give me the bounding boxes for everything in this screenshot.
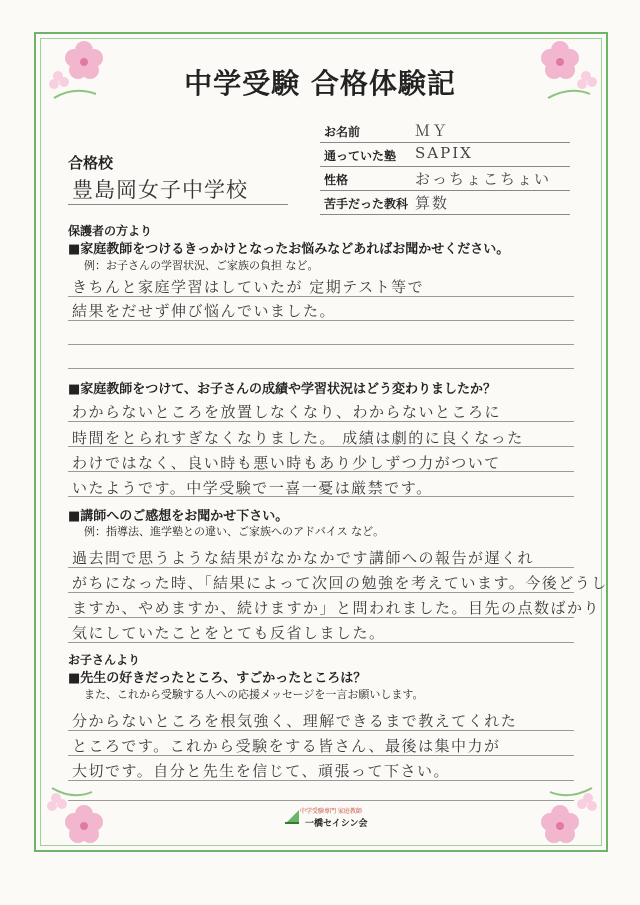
- cram-school-label: 通っていた塾: [324, 149, 397, 163]
- corner-flower-icon-bottom-left: [44, 778, 114, 848]
- answer-rule: [68, 496, 574, 497]
- q2-answer-line: 時間をとられすぎなくなりました。 成績は劇的に良くなった: [72, 429, 524, 447]
- answer-rule: [68, 296, 574, 297]
- info-row-name: [320, 120, 570, 143]
- child-header: お子さんより: [68, 653, 141, 667]
- q3-answer-line: ますか、やめますか、続けますか」と問われました。目先の点数ばかり: [72, 599, 601, 617]
- q4-answer-line: 分からないところを根気強く、理解できるまで教えてくれた: [72, 712, 518, 730]
- q3-question: ■講師へのご感想をお聞かせ下さい。: [68, 509, 289, 524]
- answer-rule: [68, 800, 574, 801]
- answer-rule: [68, 755, 574, 756]
- answer-rule: [68, 368, 574, 369]
- name-value: ＭＹ: [415, 122, 450, 140]
- info-row-weak-subject: [320, 192, 570, 215]
- q2-question: ■家庭教師をつけて、お子さんの成績や学習状況はどう変わりましたか？: [68, 382, 497, 397]
- answer-rule: [68, 642, 574, 643]
- q2-answer-line: いたようです。中学受験で一喜一憂は厳禁です。: [72, 479, 433, 497]
- guardian-header: 保護者の方より: [68, 224, 153, 238]
- q2-answer-line: わけではなく、良い時も悪い時もあり少しずつ力がついて: [72, 454, 501, 472]
- answer-rule: [68, 617, 574, 618]
- answer-rule: [68, 446, 574, 447]
- logo-tagline: 中学受験専門 家庭教師: [300, 808, 362, 815]
- weak-subject-value: 算数: [415, 194, 450, 212]
- cram-school-value: SAPIX: [415, 144, 473, 162]
- q3-answer-line: 過去問で思うような結果がなかなかです講師への報告が遅くれ: [72, 549, 535, 567]
- answer-rule: [68, 344, 574, 345]
- passed-school-label: 合格校: [68, 154, 114, 172]
- q4-question: ■先生の好きだったところ、すごかったところは？: [68, 671, 367, 686]
- q1-answer-line: きちんと家庭学習はしていたが 定期テスト等で: [72, 278, 425, 296]
- page-title: 中学受験 合格体験記: [184, 67, 456, 100]
- q1-example: 例：お子さんの学習状況、ご家族の負担 など。: [84, 259, 319, 272]
- passed-school-value: 豊島岡女子中学校: [72, 178, 248, 202]
- info-row-personality: [320, 168, 570, 191]
- passed-school-underline: [68, 204, 288, 205]
- name-label: お名前: [324, 125, 361, 139]
- answer-rule: [68, 780, 574, 781]
- answer-rule: [68, 421, 574, 422]
- answer-rule: [68, 320, 574, 321]
- q4-answer-line: ところです。これから受験をする皆さん、最後は集中力が: [72, 737, 501, 755]
- company-logo-icon: [283, 808, 301, 826]
- q4-answer-line: 大切です。自分と先生を信じて、頑張って下さい。: [72, 762, 451, 780]
- personality-label: 性格: [324, 173, 349, 187]
- answer-rule: [68, 592, 574, 593]
- weak-subject-label: 苦手だった教科: [324, 197, 409, 211]
- q2-answer-line: わからないところを放置しなくなり、わからないところに: [72, 403, 502, 421]
- answer-rule: [68, 730, 574, 731]
- answer-rule: [68, 471, 574, 472]
- q4-example: また、これから受験する人への応援メッセージを一言お願いします。: [84, 688, 424, 701]
- q1-answer-line: 結果をだせず伸び悩んでいました。: [72, 302, 337, 320]
- q3-answer-line: 気にしていたことをとても反省しました。: [72, 624, 386, 642]
- info-row-cram-school: [320, 144, 570, 167]
- q1-question: ■家庭教師をつけるきっかけとなったお悩みなどあればお聞かせください。: [68, 242, 510, 257]
- logo-name: 一橋セイシン会: [305, 819, 368, 829]
- answer-rule: [68, 567, 574, 568]
- corner-flower-icon-bottom-right: [530, 778, 600, 848]
- personality-value: おっちょこちょい: [415, 170, 552, 188]
- q3-answer-line: がちになった時、「結果によって次回の勉強を考えています。今後どうし: [72, 574, 608, 592]
- q3-example: 例：指導法、進学塾との違い、ご家族へのアドバイス など。: [84, 525, 385, 538]
